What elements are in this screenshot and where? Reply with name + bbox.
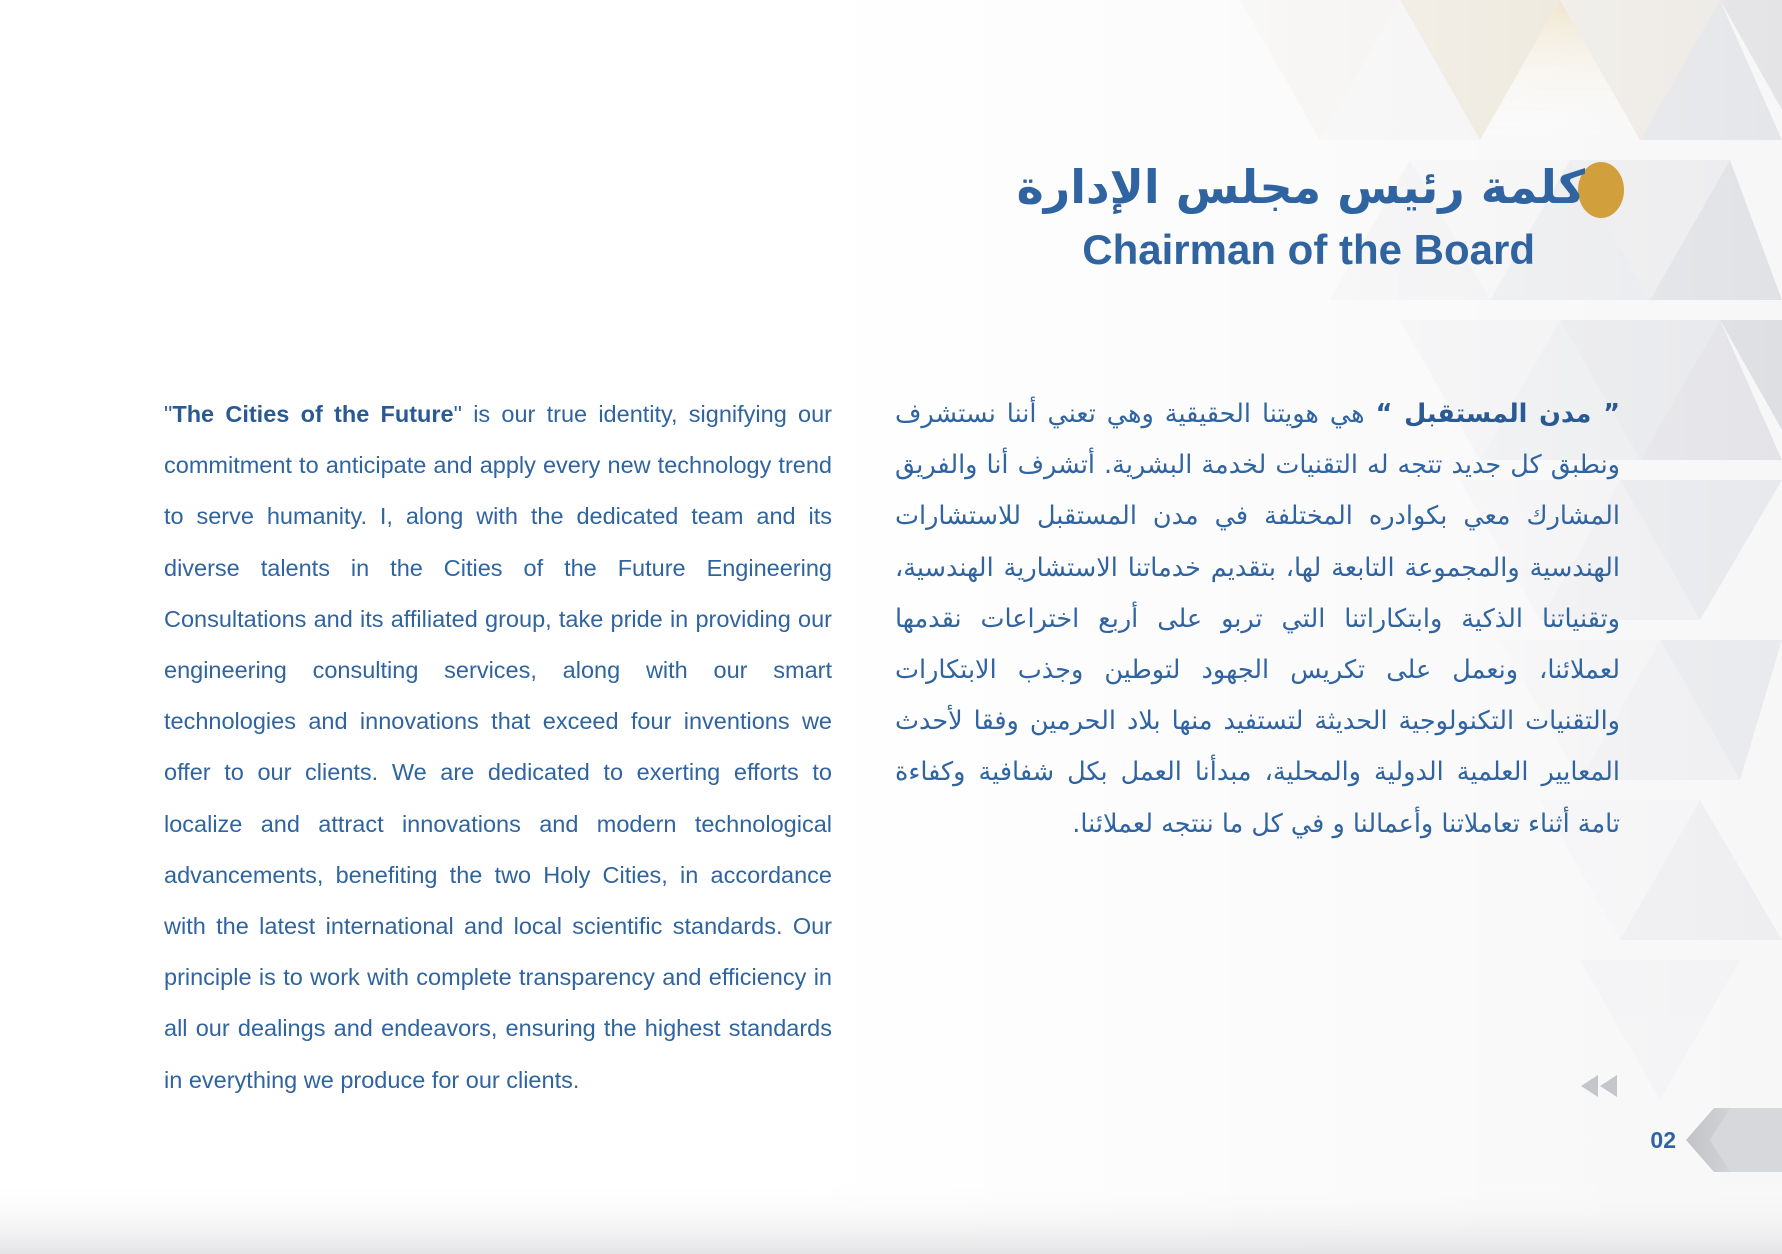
page-title-arabic: كلمة رئيس مجلس الإدارة (1016, 160, 1585, 214)
page-number: 02 (1650, 1127, 1676, 1153)
quote-mark-close: " (453, 401, 462, 427)
body-text-english (164, 389, 832, 1106)
highlight-company-name-english: The Cities of the Future (172, 401, 454, 427)
highlight-company-name-arabic: ” مدن المستقبل “ (1375, 399, 1620, 429)
chevron-left-icon[interactable] (1686, 1108, 1782, 1172)
quote-mark-open: " (164, 401, 173, 427)
body-paragraph-arabic: هي هويتنا الحقيقية وهي تعني أننا نستشرف ونطبق كل جديد تتجه له التقنيات لخدمة البشرية. أتشرف أنا والفريق المشارك معي بكوادره المختلفة في مدن المستقبل للاستشارات الهندسية والمجموعة التابعة لها، بتقديم خدماتنا الاستشارية الهندسية، وتقنياتنا الذكية وابتكاراتنا التي تربو على أربع اختراعات نقدمها لعملائنا، ونعمل على تكريس الجهود لتوطين وجذب الابتكارات والتقنيات التكنولوجية الحديثة لتستفيد منها بلاد الحرمين وفقا لأحدث المعايير العلمية الدولية والمحلية، مبدأنا العمل بكل شفافية وكفاءة تامة أثناء تعاملاتنا وأعمالنا و في كل ما ننتجه لعملائنا. (895, 399, 1620, 839)
rewind-icon[interactable] (1580, 1074, 1618, 1098)
body-paragraph-english: is our true identity, signifying our commitment to anticipate and apply every new technology trend to serve humanity. I, along with the dedicated team and its diverse talents in the Cities of the Future Engineering Consultations and its affiliated group, take pride in providing our engineering consulting services, along with our smart technologies and innovations that exceed four inventions we offer to our clients. We are dedicated to exerting efforts to localize and attract innovations and modern technological advancements, benefiting the two Holy Cities, in accordance with the latest international and local scientific standards. Our principle is to work with complete transparency and efficiency in all our dealings and endeavors, ensuring the highest standards in everything we produce for our clients. (164, 401, 832, 1093)
page-title-english: Chairman of the Board (1082, 226, 1535, 273)
body-text-arabic (895, 389, 1620, 850)
